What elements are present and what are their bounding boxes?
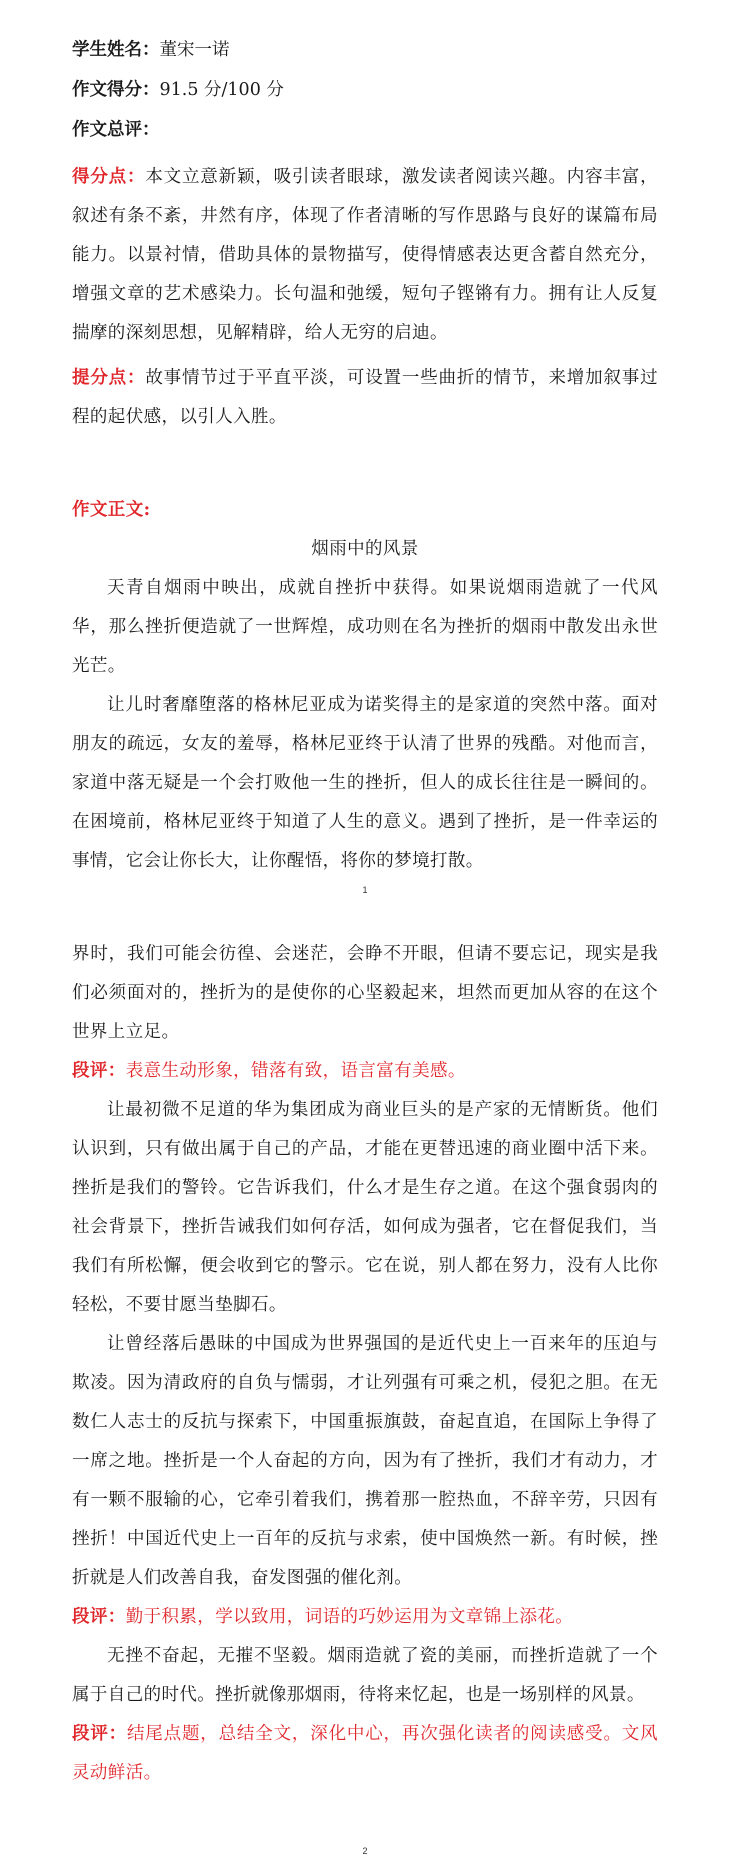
- paragraph-comment-3-label: 段评：: [72, 1724, 127, 1744]
- score-label: 作文得分：: [72, 80, 160, 100]
- student-name-label: 学生姓名：: [72, 40, 160, 60]
- essay-paragraph-3: 让最初微不足道的华为集团成为商业巨头的是产家的无情断货。他们认识到，只有做出属于自己的产品，才能在更替迅速的商业圈中活下来。挫折是我们的警铃。它告诉我们，什么才是生存之道。在这个强食弱肉的社会背景下，挫折告诫我们如何存活，如何成为强者，它在督促我们，当我们有所松懈，便会收到它的警示。它在说，别人都在努力，没有人比你轻松，不要甘愿当垫脚石。: [72, 1100, 658, 1315]
- essay-paragraph-2-part-2: 界时，我们可能会彷徨、会迷茫，会睁不开眼，但请不要忘记，现实是我们必须面对的，挫折为的是使你的心坚毅起来，坦然而更加从容的在这个世界上立足。: [72, 944, 658, 1042]
- merit-text: 本文立意新颖，吸引读者眼球，激发读者阅读兴趣。内容丰富，叙述有条不紊，井然有序，体现了作者清晰的写作思路与良好的谋篇布局能力。以景衬情，借助具体的景物描写，使得情感表达更含蓄自然充分，增强文章的艺术感染力。长句温和弛缓，短句子铿锵有力。拥有让人反复揣摩的深刻思想，见解精辟，给人无穷的启迪。: [72, 167, 658, 343]
- overall-comment-label: 作文总评：: [72, 120, 160, 140]
- paragraph-comment-2-text: 勤于积累，学以致用，词语的巧妙运用为文章锦上添花。: [125, 1607, 574, 1627]
- paragraph-comment-3: [72, 1715, 658, 1793]
- paragraph-comment-1-label: 段评：: [72, 1061, 126, 1081]
- merit-label: 得分点：: [72, 167, 146, 187]
- paragraph-comment-3-text: 结尾点题，总结全文，深化中心，再次强化读者的阅读感受。文风灵动鲜活。: [72, 1724, 658, 1783]
- document-page-1: [0, 30, 730, 930]
- essay-section-label: 作文正文:: [72, 500, 151, 520]
- paragraph-comment-1-text: 表意生动形象，错落有致，语言富有美感。: [125, 1061, 466, 1081]
- essay-paragraph-2-part-1: 让儿时奢靡堕落的格林尼亚成为诺奖得主的是家道的突然中落。面对朋友的疏远，女友的羞辱，格林尼亚终于认清了世界的残酷。对他而言，家道中落无疑是一个会打败他一生的挫折，但人的成长往往是一瞬间的。在困境前，格林尼亚终于知道了人生的意义。遇到了挫折，是一件幸运的事情，它会让你长大，让你醒悟，将你的梦境打散。: [72, 695, 658, 871]
- page-number-1: 1: [362, 885, 368, 895]
- overall-comment-line: [72, 110, 658, 150]
- improve-text: 故事情节过于平直平淡，可设置一些曲折的情节，来增加叙事过程的起伏感，以引人入胜。: [72, 368, 658, 427]
- merit-paragraph: [72, 158, 658, 353]
- page-number-2: 2: [362, 1846, 368, 1856]
- essay-paragraph-1: 天青自烟雨中映出，成就自挫折中获得。如果说烟雨造就了一代风华，那么挫折便造就了一世辉煌，成功则在名为挫折的烟雨中散发出永世光芒。: [72, 578, 658, 676]
- essay-title: 烟雨中的风景: [311, 539, 419, 559]
- paragraph-comment-1: [72, 1052, 658, 1091]
- paragraph-comment-2: [72, 1598, 658, 1637]
- improve-label: 提分点：: [72, 368, 146, 388]
- essay-paragraph-5: 无挫不奋起，无摧不坚毅。烟雨造就了瓷的美丽，而挫折造就了一个属于自己的时代。挫折就像那烟雨，待将来忆起，也是一场别样的风景。: [72, 1646, 658, 1705]
- student-name-value: 董宋一诺: [159, 40, 230, 60]
- essay-paragraph-4: 让曾经落后愚昧的中国成为世界强国的是近代史上一百来年的压迫与欺凌。因为清政府的自负与懦弱，才让列强有可乘之机，侵犯之胆。在无数仁人志士的反抗与探索下，中国重振旗鼓，奋起直追，在国际上争得了一席之地。挫折是一个人奋起的方向，因为有了挫折，我们才有动力，才有一颗不服输的心，它牵引着我们，携着那一腔热血，不辞辛劳，只因有挫折！中国近代史上一百年的反抗与求索，使中国焕然一新。有时候，挫折就是人们改善自我，奋发图强的催化剂。: [72, 1334, 658, 1588]
- student-name-line: [72, 30, 658, 70]
- score-line: [72, 70, 658, 110]
- improve-paragraph: [72, 359, 658, 437]
- essay-section-heading: [72, 491, 658, 530]
- document-page-2: [0, 935, 730, 1867]
- paragraph-comment-2-label: 段评：: [72, 1607, 126, 1627]
- score-value: 91.5 分/100 分: [159, 80, 284, 100]
